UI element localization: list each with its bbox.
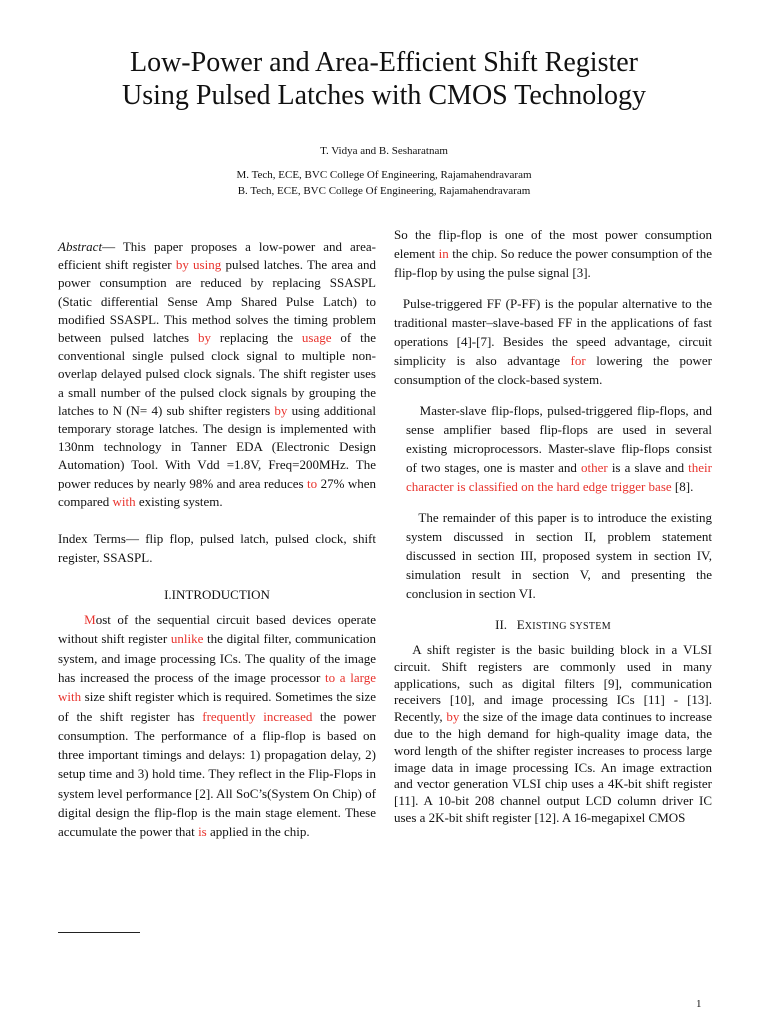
author-block — [0, 143, 768, 199]
paragraph-pulse-triggered: Pulse-triggered FF (P-FF) is the popular alternative to the traditional master–slave-based FF in the applications of fast operations [4]-[7]. Besides the speed advantage, circuit simplicity is also advantage for lowering the power consumption of the clock-based system. — [394, 296, 712, 387]
paragraph-remainder: The remainder of this paper is to introduce the existing system discussed in section II, problem statement discussed in section III, proposed system in section IV, simulation result in section V, and presenting the conclusion in section VI. — [406, 510, 712, 601]
highlight: to a large with — [58, 669, 376, 705]
highlight: with — [112, 493, 136, 509]
abstract-label: Abstract — [58, 239, 103, 254]
existing-system-paragraph: A shift register is the basic building block in a VLSI circuit. Shift registers are commonly used in many applications, such as digital filters [9], communication receivers [10], and image processing ICs [11] - [13]. Recently, by the size of the image data continues to increase due to the high demand for high-quality image data, the word length of the shifter register increases to process large image data in image processing ICs. An image extraction and vector generation VLSI chip uses a 4K-bit shift register [11]. A 10-bit 208 channel output LCD column driver IC uses a 2K-bit shift register [12]. A 16-megapixel CMOS — [394, 642, 712, 825]
highlight: by — [198, 330, 211, 346]
section-heading-introduction: I.INTRODUCTION — [164, 587, 270, 603]
affiliation-1: M. Tech, ECE, BVC College Of Engineering, Rajamahendravaram — [236, 169, 532, 181]
highlight: by — [274, 402, 288, 418]
index-terms: Index Terms— flip flop, pulsed latch, pulsed clock, shift register, SSASPL. — [58, 531, 376, 566]
section-heading-existing-system: II. EXISTING SYSTEM — [495, 617, 611, 632]
left-column — [58, 238, 376, 842]
author-names: T. Vidya and B. Sesharatnam — [320, 145, 448, 157]
abstract: Abstract— This paper proposes a low-power and area-efficient shift register by using pulsed latches. The area and power consumption are reduced by replacing SSASPL (Static differential Sense Amp Shared Pulse Latch) to modified SSASPL. This method solves the timing problem between pulsed latches by replacing the usage of the conventional single pulsed clock signal to multiple non-overlap delayed pulsed clock signals. The shift register uses a small number of the pulsed clock signals by grouping the latches to N (N= 4) sub shifter registers by using additional temporary storage latches. The design is implemented with 130nm technology in Tanner EDA (Electronic Design Automation) Tool. With Vdd =1.8V, Freq=200MHz. The power reduces by nearly 98% and area reduces to 27% when compared with existing system. — [58, 239, 377, 509]
highlight: unlike — [170, 631, 204, 647]
highlight: in — [438, 246, 449, 261]
highlight: is — [198, 824, 207, 840]
highlight: M — [84, 612, 96, 628]
right-column — [394, 225, 712, 827]
highlight: for — [570, 353, 586, 368]
paragraph-flip-flop-power: So the flip-flop is one of the most power consumption element in the chip. So reduce the power consumption of the flip-flop by using the pulse signal [3]. — [394, 227, 712, 280]
highlight: by using — [175, 257, 222, 273]
highlight: by — [446, 709, 460, 725]
affiliation-2: B. Tech, ECE, BVC College Of Engineering, Rajamahendravaram — [237, 185, 531, 197]
highlight: frequently increased — [202, 708, 313, 724]
paper-title — [0, 46, 768, 112]
paragraph-master-slave: Master-slave flip-flops, pulsed-triggered flip-flops, and sense amplifier based flip-flops are used in several existing microprocessors. Master-slave flip-flops consist of two stages, one is master and other is a slave and their character is classified on the hard edge trigger base [8]. — [406, 403, 712, 494]
title-line-1: Low-Power and Area-Efficient Shift Register — [129, 47, 638, 78]
footnote-divider — [58, 932, 140, 933]
highlight: their character is classified on the hard edge trigger base — [406, 460, 712, 494]
introduction-paragraph: Most of the sequential circuit based devices operate without shift register unlike the digital filter, communication system, and image processing ICs. The quality of the image has increased the process of the image processor to a large with size shift register which is required. Sometimes the size of the shift register has frequently increased the power consumption. The performance of a flip-flop is based on three important timings and delays: 1) propagation delay, 2) setup time and 3) hold time. They reflect in the Flip-Flops in system level performance [2]. All SoC’s(System On Chip) of digital design the flip-flop is the main stage element. These accumulate the power that is applied in the chip. — [58, 612, 377, 840]
highlight: other — [580, 460, 608, 475]
highlight: usage — [301, 330, 332, 346]
page-number: 1 — [696, 998, 702, 1010]
highlight: to — [307, 475, 318, 491]
title-line-2: Using Pulsed Latches with CMOS Technology — [121, 80, 647, 111]
